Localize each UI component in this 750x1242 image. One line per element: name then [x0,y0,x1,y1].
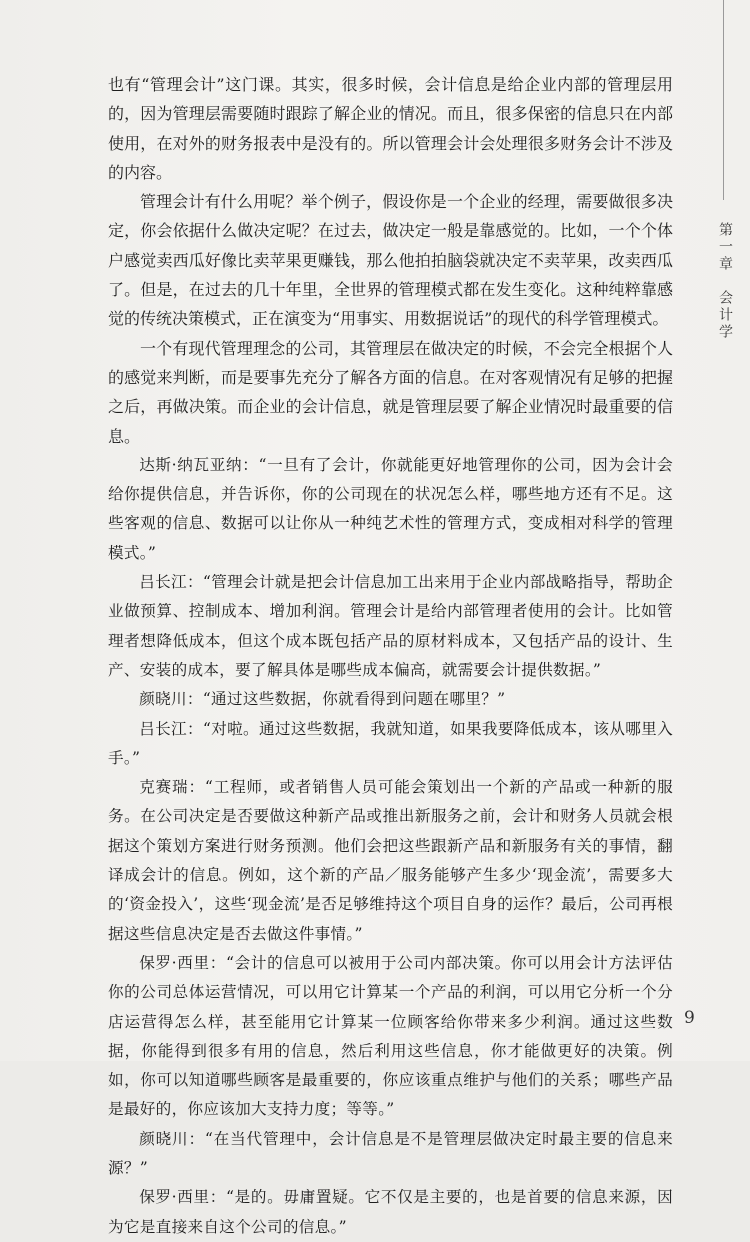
paragraph-continuation: 也有“管理会计”这门课。其实，很多时候，会计信息是给企业内部的管理层用的，因为管理层需要随时跟踪了解企业的情况。而且，很多保密的信息只在内部使用，在对外的财务报表中是没有的。所以管理会计会处理很多财务会计不涉及的内容。 [108,75,673,182]
chapter-side-tab [712,222,734,341]
quote-paragraph: 保罗·西里：“会计的信息可以被用于公司内部决策。你可以用会计方法评估你的公司总体运营情况，可以用它计算某一个产品的利润，可以用它分析一个分店运营得怎么样，甚至能用它计算某一位顾客给你带来多少利润。通过这些数据，你能得到很多有用的信息，然后利用这些信息，你才能做更好的决策。例如，你可以知道哪些顾客是最重要的，你应该重点维护与他们的关系；哪些产品是最好的，你应该加大支持力度；等等。” [108,953,673,1119]
quote-paragraph: 颜晓川：“通过这些数据，你就看得到问题在哪里？” [139,690,506,709]
quote-paragraph: 吕长江：“对啦。通过这些数据，我就知道，如果我要降低成本，该从哪里入手。” [108,719,673,767]
chapter-title: 会计学 [717,290,733,342]
quote-paragraph: 保罗·西里：“是的。毋庸置疑。它不仅是主要的，也是首要的信息来源，因为它是直接来自这个公司的信息。” [108,1188,673,1236]
margin-rule [723,0,724,200]
paragraph: 一个有现代管理理念的公司，其管理层在做决定的时候，不会完全根据个人的感觉来判断，而是要事先充分了解各方面的信息。在对客观情况有足够的把握之后，再做决策。而企业的会计信息，就是管理层要了解企业情况时最重要的信息。 [108,338,673,446]
quote-paragraph: 达斯·纳瓦亚纳：“一旦有了会计，你就能更好地管理你的公司，因为会计会给你提供信息，并告诉你，你的公司现在的状况怎么样，哪些地方还有不足。这些客观的信息、数据可以让你从一种纯艺术性的管理方式，变成相对科学的管理模式。” [108,455,673,562]
body-text [108,70,673,1242]
quote-paragraph: 吕长江：“管理会计就是把会计信息加工出来用于企业内部战略指导，帮助企业做预算、控制成本、增加利润。管理会计是给内部管理者使用的会计。比如管理者想降低成本，但这个成本既包括产品的原材料成本，又包括产品的设计、生产、安装的成本，要了解具体是哪些成本偏高，就需要会计提供数据。” [108,573,673,679]
quote-paragraph: 克赛瑞：“工程师，或者销售人员可能会策划出一个新的产品或一种新的服务。在公司决定是否要做这种新产品或推出新服务之前，会计和财务人员就会根据这个策划方案进行财务预测。他们会把这些跟新产品和新服务有关的事情，翻译成会计的信息。例如，这个新的产品／服务能够产生多少‘现金流’，需要多大的‘资金投入’，这些‘现金流’是否足够维持这个项目自身的运作？最后，公司再根据这些信息决定是否去做这件事情。” [108,778,673,943]
chapter-number: 第一章 [717,222,733,273]
quote-paragraph: 颜晓川：“在当代管理中，会计信息是不是管理层做决定时最主要的信息来源？” [108,1129,673,1177]
page-number: 9 [684,1008,695,1028]
paragraph: 管理会计有什么用呢？举个例子，假设你是一个企业的经理，需要做很多决定，你会依据什么做决定呢？在过去，做决定一般是靠感觉的。比如，一个个体户感觉卖西瓜好像比卖苹果更赚钱，那么他拍拍脑袋就决定不卖苹果，改卖西瓜了。但是，在过去的几十年里，全世界的管理模式都在发生变化。这种纯粹靠感觉的传统决策模式，正在演变为“用事实、用数据说话”的现代的科学管理模式。 [108,192,673,329]
